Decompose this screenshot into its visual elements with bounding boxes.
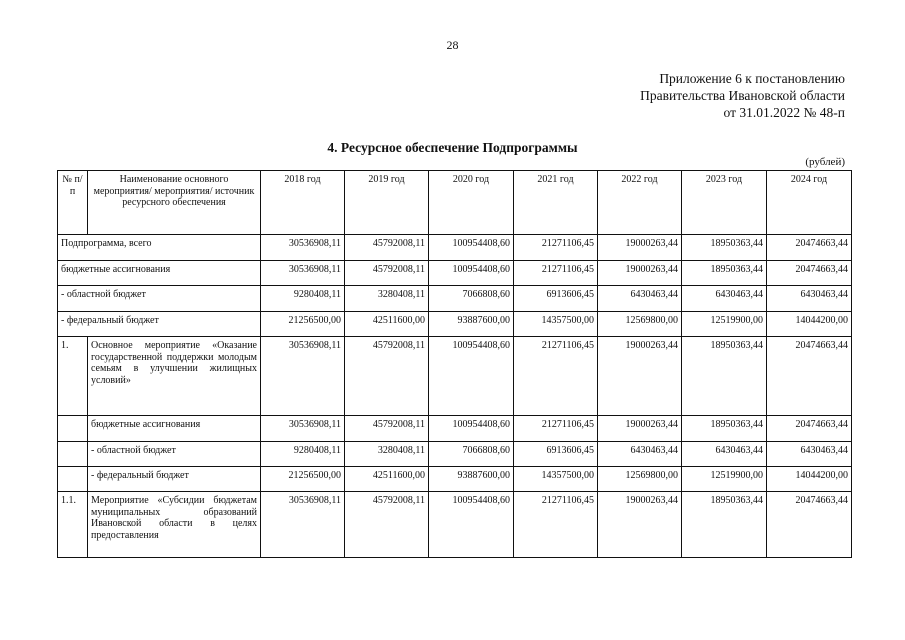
row-label: - областной бюджет [88, 442, 261, 467]
table-row [58, 492, 852, 558]
cell-value: 18950363,44 [682, 235, 767, 261]
cell-value: 6913606,45 [514, 286, 598, 312]
cell-value: 12519900,00 [682, 312, 767, 337]
cell-value: 45792008,11 [345, 337, 429, 416]
cell-value: 3280408,11 [345, 286, 429, 312]
cell-value: 30536908,11 [261, 337, 345, 416]
header-name: Наименование основного мероприятия/ мероприятия/ источник ресурсного обеспечения [88, 171, 261, 235]
page-number: 28 [446, 38, 459, 52]
table-row [58, 467, 852, 492]
row-number: 1.1. [58, 492, 88, 558]
row-number [58, 416, 88, 442]
cell-value: 20474663,44 [767, 261, 852, 286]
cell-value: 20474663,44 [767, 492, 852, 558]
cell-value: 12569800,00 [598, 467, 682, 492]
header-year: 2019 год [345, 171, 429, 235]
cell-value: 20474663,44 [767, 235, 852, 261]
table-row [58, 337, 852, 416]
cell-value: 100954408,60 [429, 337, 514, 416]
table-row [58, 286, 852, 312]
row-label: - федеральный бюджет [88, 467, 261, 492]
header-year: 2023 год [682, 171, 767, 235]
cell-value: 6430463,44 [598, 442, 682, 467]
cell-value: 100954408,60 [429, 261, 514, 286]
row-label: Мероприятие «Субсидии бюджетам муниципальных образований Ивановской области в целях предоставления [88, 492, 261, 558]
appendix-line-3: от 31.01.2022 № 48-п [723, 105, 845, 120]
cell-value: 12519900,00 [682, 467, 767, 492]
cell-value: 21271106,45 [514, 416, 598, 442]
cell-value: 100954408,60 [429, 416, 514, 442]
cell-value: 6430463,44 [682, 442, 767, 467]
cell-value: 9280408,11 [261, 286, 345, 312]
cell-value: 18950363,44 [682, 492, 767, 558]
cell-value: 100954408,60 [429, 492, 514, 558]
cell-value: 93887600,00 [429, 312, 514, 337]
cell-value: 14357500,00 [514, 467, 598, 492]
cell-value: 45792008,11 [345, 261, 429, 286]
row-label: бюджетные ассигнования [58, 261, 261, 286]
cell-value: 21271106,45 [514, 492, 598, 558]
cell-value: 7066808,60 [429, 442, 514, 467]
cell-value: 6430463,44 [767, 286, 852, 312]
cell-value: 18950363,44 [682, 261, 767, 286]
cell-value: 45792008,11 [345, 492, 429, 558]
row-label: - областной бюджет [58, 286, 261, 312]
cell-value: 19000263,44 [598, 235, 682, 261]
cell-value: 19000263,44 [598, 416, 682, 442]
cell-value: 30536908,11 [261, 235, 345, 261]
header-num: № п/п [58, 171, 88, 235]
cell-value: 19000263,44 [598, 261, 682, 286]
row-number [58, 442, 88, 467]
cell-value: 18950363,44 [682, 416, 767, 442]
table-row [58, 235, 852, 261]
cell-value: 21271106,45 [514, 261, 598, 286]
row-number: 1. [58, 337, 88, 416]
cell-value: 21271106,45 [514, 337, 598, 416]
table-row [58, 312, 852, 337]
cell-value: 30536908,11 [261, 492, 345, 558]
cell-value: 42511600,00 [345, 312, 429, 337]
cell-value: 19000263,44 [598, 337, 682, 416]
appendix-line-1: Приложение 6 к постановлению [659, 71, 845, 86]
row-label: Подпрограмма, всего [58, 235, 261, 261]
cell-value: 100954408,60 [429, 235, 514, 261]
cell-value: 6430463,44 [598, 286, 682, 312]
cell-value: 21256500,00 [261, 467, 345, 492]
cell-value: 6430463,44 [682, 286, 767, 312]
resource-table [57, 170, 852, 558]
cell-value: 30536908,11 [261, 416, 345, 442]
cell-value: 30536908,11 [261, 261, 345, 286]
cell-value: 21256500,00 [261, 312, 345, 337]
cell-value: 12569800,00 [598, 312, 682, 337]
cell-value: 14357500,00 [514, 312, 598, 337]
appendix-line-2: Правительства Ивановской области [640, 88, 845, 103]
cell-value: 14044200,00 [767, 467, 852, 492]
cell-value: 20474663,44 [767, 416, 852, 442]
table-header-row [58, 171, 852, 235]
header-year: 2018 год [261, 171, 345, 235]
row-number [58, 467, 88, 492]
cell-value: 45792008,11 [345, 235, 429, 261]
row-label: Основное мероприятие «Оказание государственной поддержки молодым семьям в улучшении жилищных условий» [88, 337, 261, 416]
cell-value: 3280408,11 [345, 442, 429, 467]
cell-value: 7066808,60 [429, 286, 514, 312]
cell-value: 6430463,44 [767, 442, 852, 467]
units-label: (рублей) [805, 156, 845, 168]
appendix-block [640, 70, 845, 121]
table-row [58, 416, 852, 442]
header-year: 2022 год [598, 171, 682, 235]
cell-value: 42511600,00 [345, 467, 429, 492]
cell-value: 93887600,00 [429, 467, 514, 492]
header-year: 2024 год [767, 171, 852, 235]
table-row [58, 442, 852, 467]
table-row [58, 261, 852, 286]
cell-value: 18950363,44 [682, 337, 767, 416]
cell-value: 14044200,00 [767, 312, 852, 337]
header-year: 2021 год [514, 171, 598, 235]
cell-value: 45792008,11 [345, 416, 429, 442]
cell-value: 19000263,44 [598, 492, 682, 558]
cell-value: 20474663,44 [767, 337, 852, 416]
row-label: бюджетные ассигнования [88, 416, 261, 442]
cell-value: 9280408,11 [261, 442, 345, 467]
cell-value: 6913606,45 [514, 442, 598, 467]
cell-value: 21271106,45 [514, 235, 598, 261]
section-title: 4. Ресурсное обеспечение Подпрограммы [327, 140, 578, 155]
header-year: 2020 год [429, 171, 514, 235]
row-label: - федеральный бюджет [58, 312, 261, 337]
